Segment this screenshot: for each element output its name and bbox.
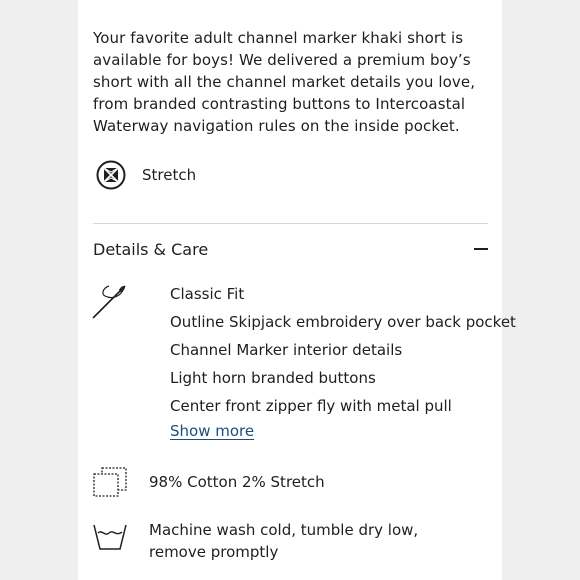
care-text: Machine wash cold, tumble dry low, remove promptly [149,521,419,561]
list-item: Center front zipper fly with metal pull [170,397,452,415]
section-divider [93,223,488,224]
feature-stretch [93,158,196,192]
list-item: Outline Skipjack embroidery over back pocket [170,313,516,331]
minus-icon[interactable] [474,248,488,250]
section-title: Details & Care [93,239,209,259]
details-list [170,282,516,422]
show-more-link[interactable]: Show more [170,422,255,440]
material-row [91,465,469,499]
material-text: 98% Cotton 2% Stretch [149,473,325,491]
product-description: Your favorite adult channel marker khaki short is available for boys! We delivered a premium boy’s short with all the channel market details you love, from branded contrasting buttons to Intercoastal Waterway navigation rules on the inside pocket. [93,29,476,135]
list-item: Classic Fit [170,285,245,303]
stretch-icon [95,159,127,191]
details-care-toggle[interactable] [93,236,489,262]
needle-thread-icon [91,282,129,320]
feature-label: Stretch [142,166,197,184]
list-item: Channel Marker interior details [170,341,403,359]
list-item: Light horn branded buttons [170,369,376,387]
fabric-swatch-icon [91,465,129,499]
wash-tub-icon [91,519,129,553]
care-row [91,519,469,563]
